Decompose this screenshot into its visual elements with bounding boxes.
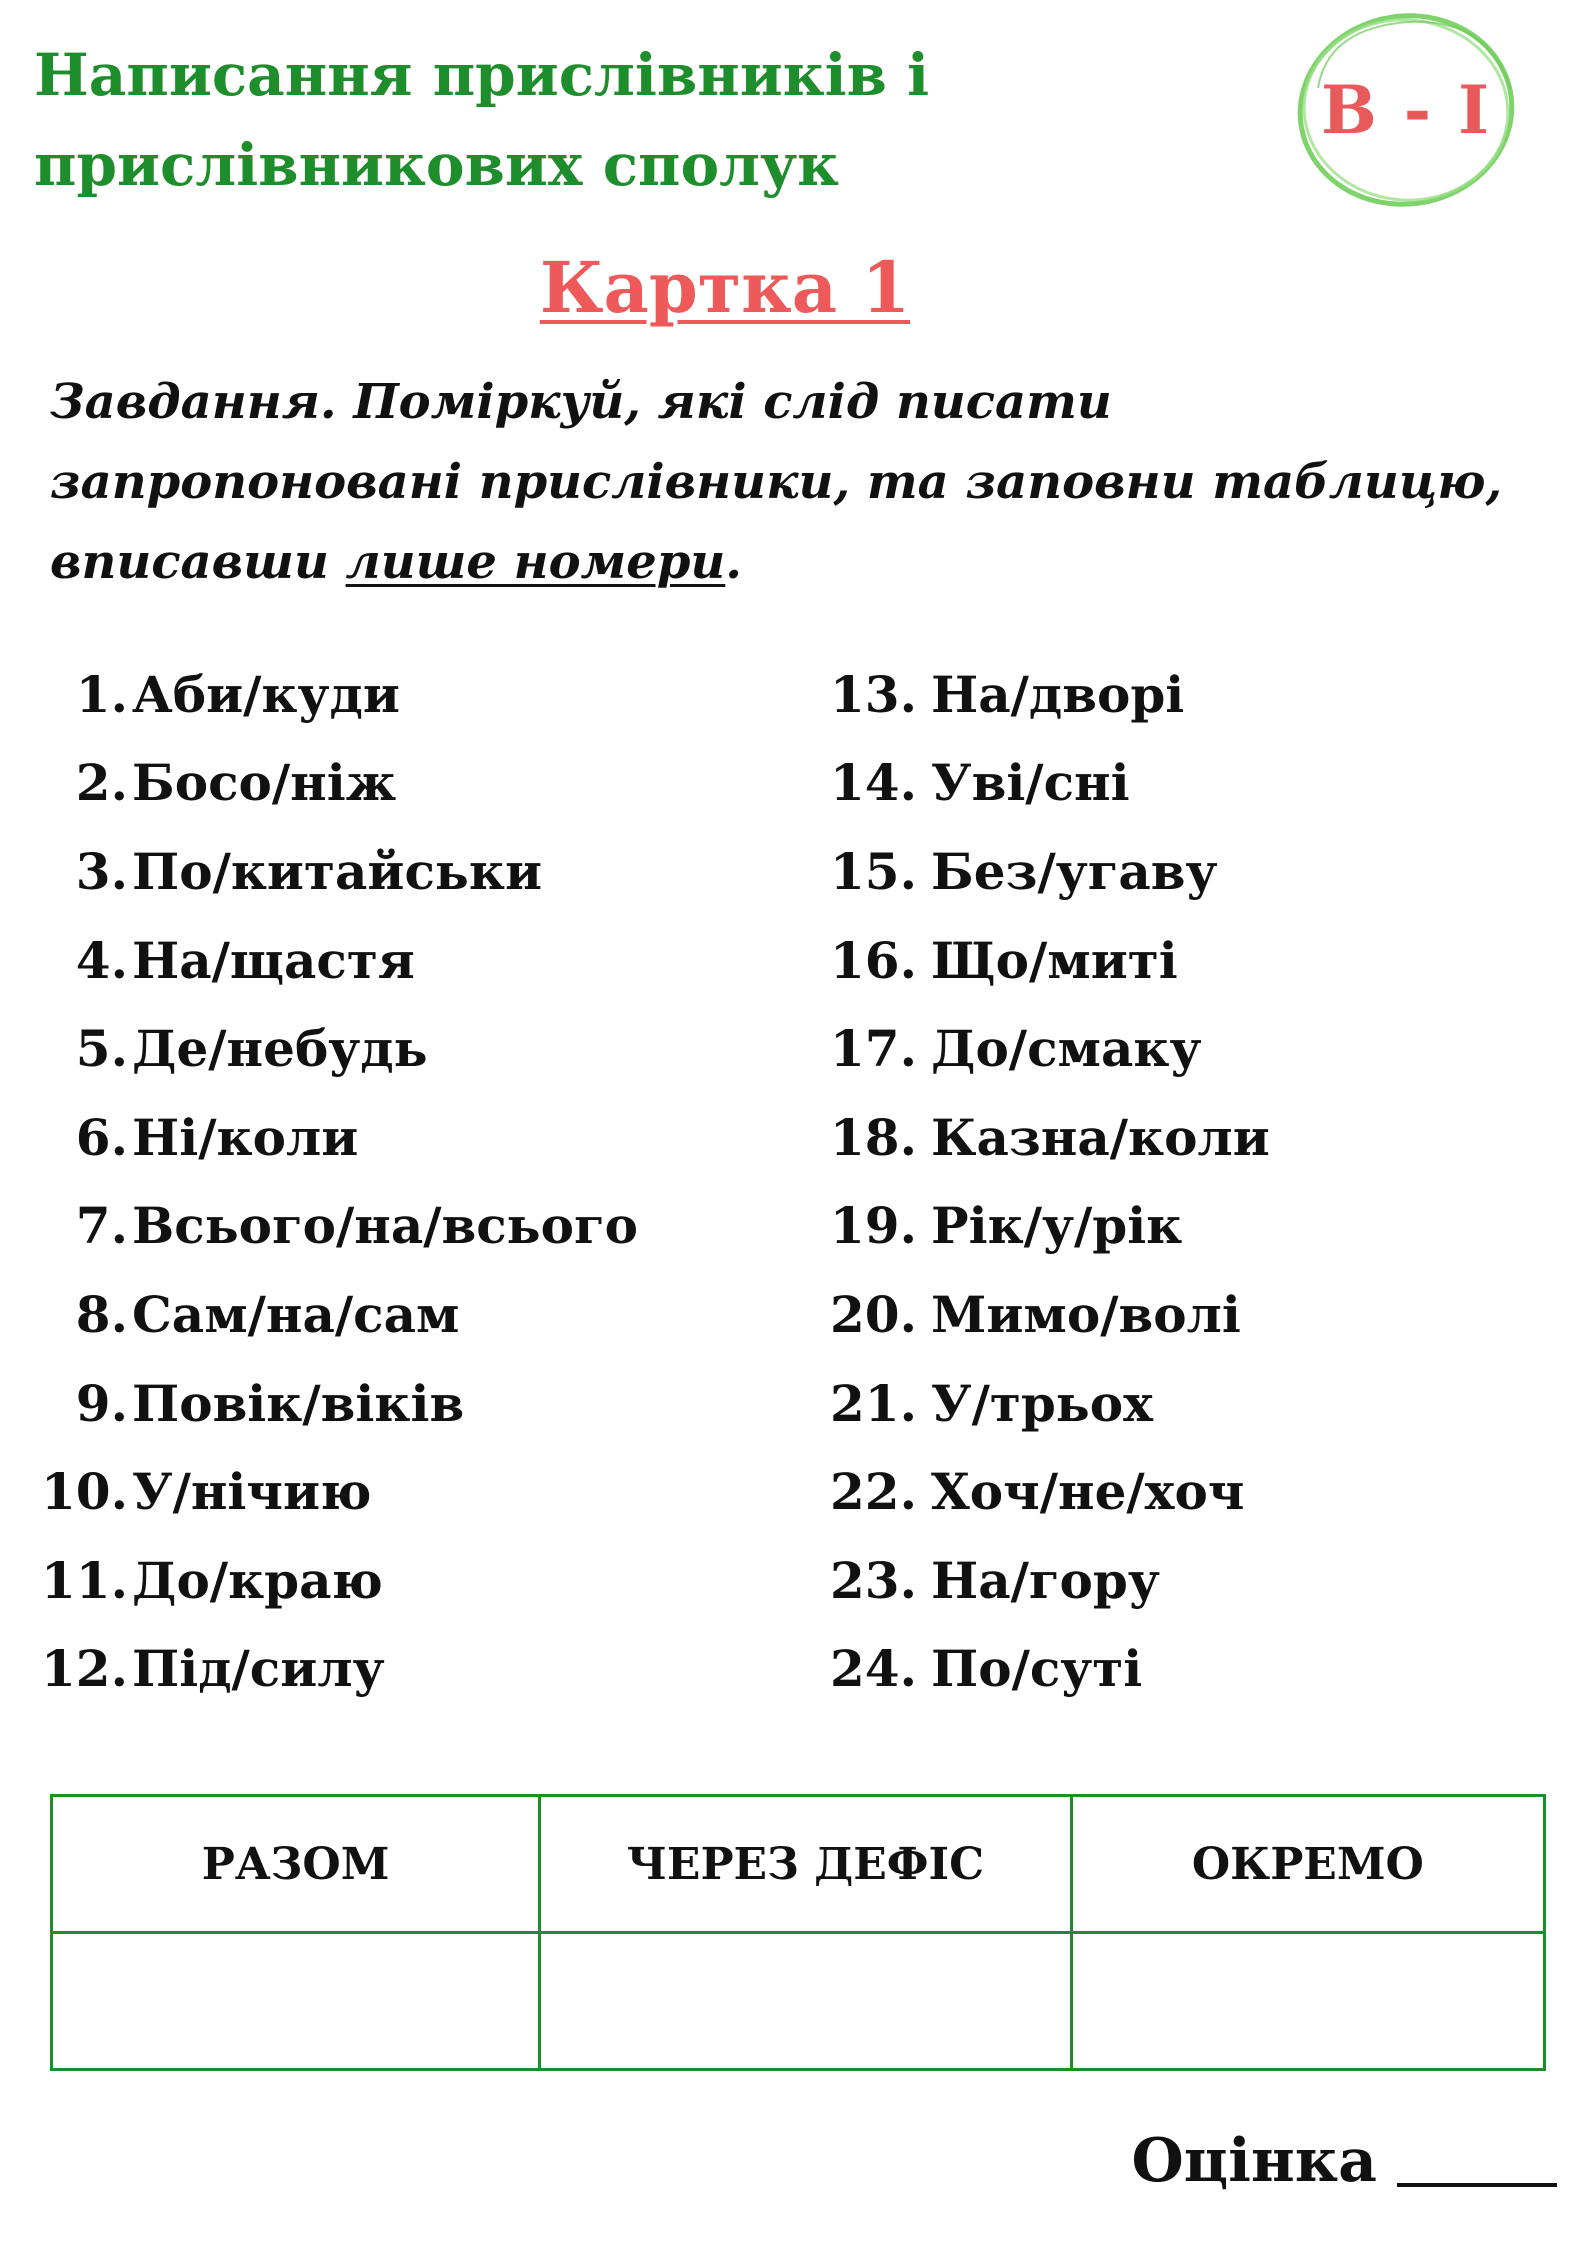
answer-cell-hyphenated[interactable] bbox=[540, 1933, 1072, 2070]
list-item bbox=[830, 650, 1530, 739]
word-list-left bbox=[40, 650, 800, 1713]
header-together: РАЗОМ bbox=[52, 1796, 540, 1933]
item-word: Всього/на/всього bbox=[132, 1196, 638, 1256]
table-answer-row[interactable] bbox=[52, 1933, 1545, 2070]
answer-cell-separate[interactable] bbox=[1071, 1933, 1544, 2070]
list-item bbox=[40, 1270, 800, 1359]
worksheet-title bbox=[34, 30, 1184, 210]
grade-label: Оцінка bbox=[1131, 2126, 1377, 2196]
list-item bbox=[40, 650, 800, 739]
item-number: 22. bbox=[830, 1462, 917, 1522]
item-word: Без/угаву bbox=[931, 841, 1218, 901]
item-word: Рік/у/рік bbox=[931, 1196, 1183, 1256]
item-word: На/щастя bbox=[132, 930, 415, 990]
task-text: Завдання. Поміркуй, які слід писати запропоновані прислівники, та заповни таблицю, вписавши bbox=[50, 374, 1503, 590]
list-item bbox=[40, 1093, 800, 1182]
answer-cell-together[interactable] bbox=[52, 1933, 540, 2070]
item-word: Босо/ніж bbox=[132, 753, 397, 813]
item-number: 16. bbox=[830, 930, 917, 990]
item-word: Повік/віків bbox=[132, 1373, 465, 1433]
variant-badge bbox=[1288, 8, 1524, 212]
list-item bbox=[830, 916, 1530, 1005]
list-item bbox=[40, 1182, 800, 1271]
item-number: 9. bbox=[75, 1373, 128, 1433]
item-number: 5. bbox=[75, 1019, 128, 1079]
list-item bbox=[830, 1447, 1530, 1536]
item-number: 3. bbox=[75, 841, 128, 901]
item-number: 17. bbox=[830, 1019, 917, 1079]
list-item bbox=[40, 1447, 800, 1536]
item-word: До/краю bbox=[132, 1550, 383, 1610]
item-word: На/гору bbox=[931, 1550, 1160, 1610]
list-item bbox=[40, 1536, 800, 1625]
item-word: Сам/на/сам bbox=[132, 1284, 460, 1344]
item-number: 12. bbox=[41, 1639, 128, 1699]
title-line-1: Написання прислівників і bbox=[34, 41, 930, 109]
grade-blank-line[interactable] bbox=[1397, 2183, 1557, 2187]
answer-table bbox=[50, 1794, 1546, 2071]
item-number: 10. bbox=[41, 1462, 128, 1522]
item-number: 24. bbox=[830, 1639, 917, 1699]
list-item bbox=[830, 1093, 1530, 1182]
list-item bbox=[830, 1182, 1530, 1271]
list-item bbox=[830, 1004, 1530, 1093]
list-item bbox=[40, 827, 800, 916]
item-word: На/дворі bbox=[931, 664, 1185, 724]
item-word: Мимо/волі bbox=[931, 1284, 1241, 1344]
item-word: Казна/коли bbox=[931, 1107, 1270, 1167]
list-item bbox=[830, 1625, 1530, 1714]
list-item bbox=[830, 1359, 1530, 1448]
item-word: Під/силу bbox=[132, 1639, 385, 1699]
table-header-row bbox=[52, 1796, 1545, 1933]
item-number: 6. bbox=[75, 1107, 128, 1167]
list-item bbox=[40, 916, 800, 1005]
item-word: По/китайськи bbox=[132, 841, 543, 901]
task-underlined-text: лише номери bbox=[345, 534, 726, 590]
item-number: 11. bbox=[41, 1550, 128, 1610]
item-number: 20. bbox=[830, 1284, 917, 1344]
list-item bbox=[40, 739, 800, 828]
item-number: 21. bbox=[830, 1373, 917, 1433]
grade-field bbox=[1131, 2126, 1557, 2196]
header-separate: ОКРЕМО bbox=[1071, 1796, 1544, 1933]
card-title: Картка 1 bbox=[539, 246, 911, 329]
list-item bbox=[40, 1625, 800, 1714]
item-number: 23. bbox=[830, 1550, 917, 1610]
task-instructions bbox=[50, 362, 1530, 602]
variant-label: В - І bbox=[1320, 71, 1491, 149]
item-word: По/суті bbox=[931, 1639, 1143, 1699]
item-word: Аби/куди bbox=[132, 664, 400, 724]
title-line-2: прислівникових сполук bbox=[34, 131, 840, 199]
list-item bbox=[830, 1536, 1530, 1625]
item-word: Ні/коли bbox=[132, 1107, 359, 1167]
word-list-right bbox=[830, 650, 1530, 1713]
list-item bbox=[830, 1270, 1530, 1359]
item-number: 8. bbox=[75, 1284, 128, 1344]
item-number: 1. bbox=[75, 664, 128, 724]
list-item bbox=[830, 827, 1530, 916]
item-word: У/нічию bbox=[132, 1462, 372, 1522]
item-number: 13. bbox=[830, 664, 917, 724]
item-number: 4. bbox=[75, 930, 128, 990]
item-number: 14. bbox=[830, 753, 917, 813]
item-number: 19. bbox=[830, 1196, 917, 1256]
item-number: 15. bbox=[830, 841, 917, 901]
list-item bbox=[40, 1359, 800, 1448]
task-end: . bbox=[725, 534, 743, 590]
list-item bbox=[830, 739, 1530, 828]
header-hyphenated: ЧЕРЕЗ ДЕФІС bbox=[540, 1796, 1072, 1933]
item-word: До/смаку bbox=[931, 1019, 1202, 1079]
item-word: Що/миті bbox=[931, 930, 1178, 990]
item-number: 7. bbox=[75, 1196, 128, 1256]
item-word: Уві/сні bbox=[931, 753, 1130, 813]
item-number: 18. bbox=[830, 1107, 917, 1167]
item-word: Де/небудь bbox=[132, 1019, 428, 1079]
item-number: 2. bbox=[75, 753, 128, 813]
item-word: У/трьох bbox=[931, 1373, 1153, 1433]
item-word: Хоч/не/хоч bbox=[931, 1462, 1245, 1522]
list-item bbox=[40, 1004, 800, 1093]
